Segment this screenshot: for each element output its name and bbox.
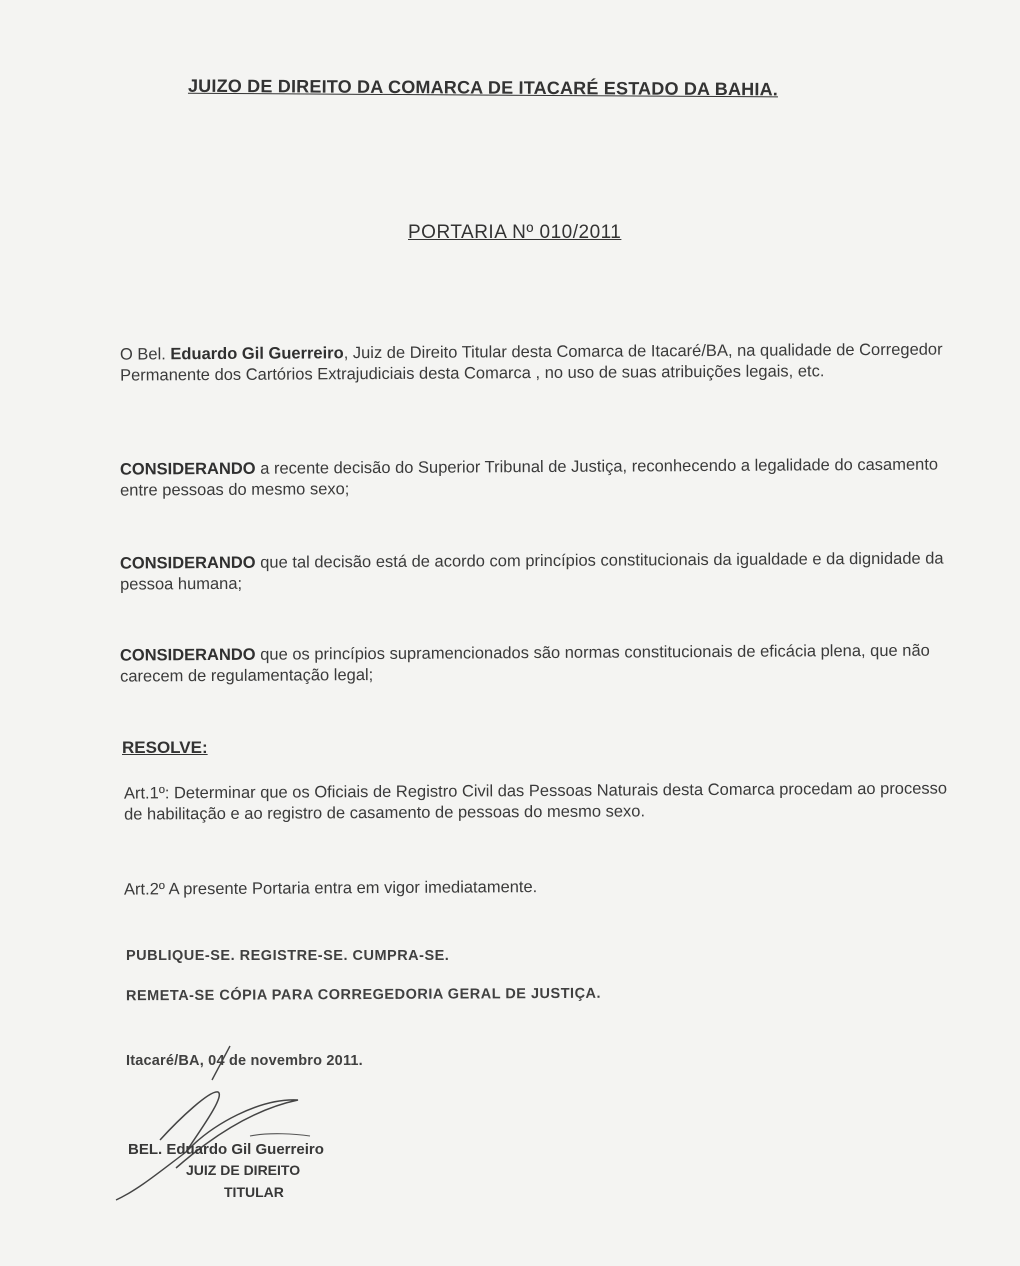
- article-2: Art.2º A presente Portaria entra em vigor imediatamente.: [123, 878, 538, 899]
- considerando-paragraph-3: [120, 640, 966, 687]
- considerando-text: que os princípios supramencionados são normas constitucionais de eficácia plena, que não carecem de regulamentação legal;: [120, 641, 930, 686]
- considerando-paragraph-1: [120, 454, 966, 501]
- intro-paragraph: [120, 339, 966, 386]
- resolve-heading: RESOLVE:: [122, 738, 208, 757]
- signatory-role: JUIZ DE DIREITO: [186, 1162, 301, 1178]
- article-1: Art.1º: Determinar que os Oficiais de Registro Civil das Pessoas Naturais desta Comarca procedam ao processo de habilitação e ao registro de casamento de pessoas do mesmo sexo.: [123, 779, 948, 824]
- considerando-text: a recente decisão do Superior Tribunal de Justiça, reconhecendo a legalidade do casamento entre pessoas do mesmo sexo;: [120, 455, 939, 500]
- considerando-keyword: CONSIDERANDO: [119, 645, 256, 665]
- signatory-name: BEL. Eduardo Gil Guerreiro: [128, 1141, 324, 1158]
- intro-rest: , Juiz de Direito Titular desta Comarca de Itacaré/BA, na qualidade de Corregedor Permanente dos Cartórios Extrajudiciais desta Comarca , no uso de suas atribuições legais, etc.: [120, 340, 943, 385]
- dateline: Itacaré/BA, 04 de novembro 2011.: [126, 1053, 363, 1069]
- portaria-title: PORTARIA Nº 010/2011: [408, 222, 622, 243]
- considerando-paragraph-2: [120, 548, 966, 595]
- considerando-text: que tal decisão está de acordo com princípios constitucionais da igualdade e da dignidade da pessoa humana;: [120, 549, 944, 594]
- intro-lead: O Bel.: [119, 345, 171, 364]
- considerando-keyword: CONSIDERANDO: [119, 553, 256, 573]
- judge-name: Eduardo Gil Guerreiro: [170, 344, 344, 364]
- remeta-line: REMETA-SE CÓPIA PARA CORREGEDORIA GERAL DE JUSTIÇA.: [125, 985, 602, 1005]
- court-header: JUIZO DE DIREITO DA COMARCA DE ITACARÉ ESTADO DA BAHIA.: [187, 75, 779, 100]
- signatory-title: TITULAR: [224, 1184, 284, 1200]
- considerando-keyword: CONSIDERANDO: [119, 459, 256, 479]
- publique-line: PUBLIQUE-SE. REGISTRE-SE. CUMPRA-SE.: [126, 948, 450, 964]
